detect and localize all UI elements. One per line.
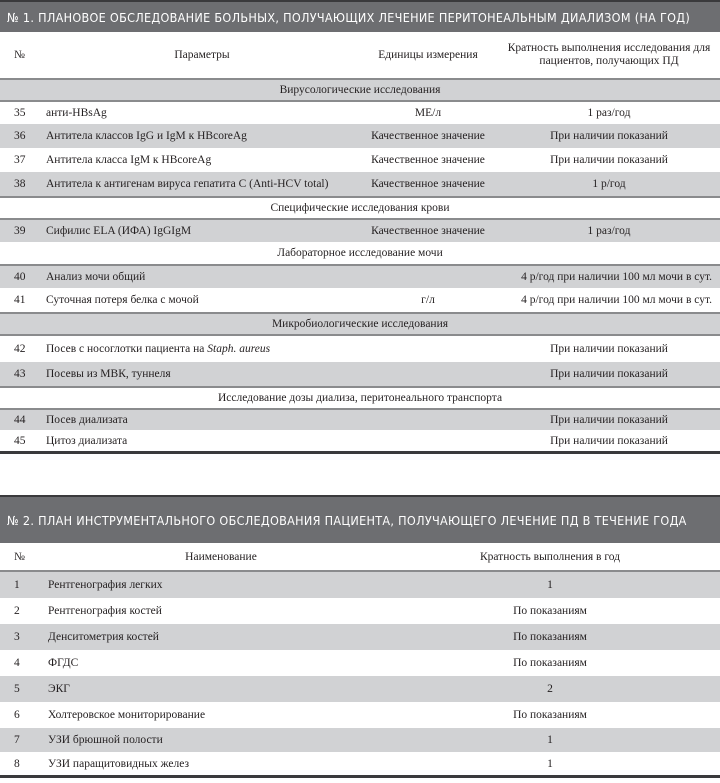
- row-name: ЭКГ: [48, 683, 70, 695]
- row-param: Суточная потеря белка с мочой: [46, 294, 199, 306]
- table-row: [0, 650, 720, 676]
- header-freq: Кратность выполнения в год: [479, 550, 621, 563]
- table-1-header-row: [0, 32, 720, 78]
- header-param: Параметры: [174, 49, 230, 61]
- row-unit: МЕ/л: [414, 107, 442, 119]
- table-2-header-row: [0, 543, 720, 572]
- table-row: [0, 752, 720, 778]
- row-num: 40: [14, 271, 26, 283]
- row-num: 1: [14, 579, 20, 591]
- header-num: №: [14, 49, 25, 61]
- row-param: Посевы из МВК, туннеля: [46, 368, 171, 380]
- row-name: УЗИ паращитовидных желез: [48, 757, 190, 770]
- row-unit: Качественное значение: [371, 130, 485, 142]
- row-num: 2: [14, 605, 20, 617]
- row-name: Рентгенография костей: [48, 605, 162, 617]
- table-row: [0, 148, 720, 172]
- table-row: [0, 430, 720, 454]
- row-freq: 2: [547, 683, 553, 695]
- row-freq: По показаниям: [513, 709, 587, 721]
- section-header: [0, 78, 720, 100]
- row-freq: По показаниям: [513, 657, 587, 669]
- table-row: [0, 676, 720, 702]
- table-2-title: № 2. ПЛАН ИНСТРУМЕНТАЛЬНОГО ОБСЛЕДОВАНИЯ ПАЦИЕНТА, ПОЛУЧАЮЩЕГО ЛЕЧЕНИЕ ПД В ТЕЧЕНИЕ ГОДА: [0, 495, 720, 543]
- row-num: 4: [14, 657, 20, 669]
- row-freq: При наличии показаний: [550, 343, 668, 355]
- row-freq: 4 р/год при наличии 100 мл мочи в сут.: [521, 271, 712, 283]
- row-freq: По показаниям: [513, 631, 587, 643]
- row-num: 41: [14, 294, 26, 306]
- row-freq: 1: [547, 757, 553, 770]
- row-num: 37: [14, 154, 26, 166]
- italic-organism: Staph. aureus: [207, 343, 271, 355]
- row-freq: При наличии показаний: [550, 368, 668, 380]
- row-freq: При наличии показаний: [550, 154, 668, 166]
- row-num: 36: [14, 130, 26, 142]
- row-freq: По показаниям: [513, 605, 587, 617]
- table-row: [0, 264, 720, 288]
- section-label: Исследование дозы диализа, перитонеального транспорта: [217, 392, 503, 404]
- row-param: анти-HBsAg: [46, 107, 107, 119]
- row-num: 42: [14, 343, 26, 355]
- row-name: Холтеровское мониторирование: [48, 709, 206, 721]
- table-row: [0, 334, 720, 362]
- row-param: Сифилис ELA (ИФА) IgGIgM: [46, 225, 192, 237]
- row-freq: 1 раз/год: [587, 225, 631, 237]
- row-unit: г/л: [421, 294, 435, 306]
- row-param: Антитела класса IgM к HBcoreAg: [46, 154, 212, 166]
- table-row: [0, 598, 720, 624]
- row-num: 3: [14, 631, 20, 643]
- row-param: Посев с носоглотки пациента на Staph. aureus: [46, 343, 271, 355]
- section-label: Лабораторное исследование мочи: [277, 247, 443, 259]
- row-freq: 1 раз/год: [587, 107, 631, 119]
- table-row: [0, 100, 720, 124]
- row-name: ФГДС: [48, 657, 79, 669]
- row-num: 43: [14, 368, 26, 380]
- table-row: [0, 702, 720, 728]
- row-num: 39: [14, 225, 26, 237]
- section-label: Специфические исследования крови: [270, 202, 450, 214]
- row-freq: 4 р/год при наличии 100 мл мочи в сут.: [521, 294, 712, 306]
- table-row: [0, 218, 720, 242]
- table-2: [0, 495, 720, 778]
- table-1-title: № 1. ПЛАНОВОЕ ОБСЛЕДОВАНИЕ БОЛЬНЫХ, ПОЛУЧАЮЩИХ ЛЕЧЕНИЕ ПЕРИТОНЕАЛЬНЫМ ДИАЛИЗОМ (НА ГОД): [0, 0, 720, 32]
- row-num: 38: [14, 178, 26, 190]
- row-name: Рентгенография легких: [48, 579, 163, 591]
- row-param: Антитела к антигенам вируса гепатита C (Anti-HCV total): [46, 178, 329, 190]
- header-num: №: [14, 550, 25, 563]
- section-label: Микробиологические исследования: [271, 318, 449, 330]
- row-name: Денситометрия костей: [48, 631, 159, 643]
- row-freq: При наличии показаний: [550, 434, 668, 447]
- table-row: [0, 362, 720, 386]
- table-row: [0, 624, 720, 650]
- row-num: 45: [14, 434, 26, 447]
- row-freq: При наличии показаний: [550, 414, 668, 426]
- row-num: 35: [14, 107, 26, 119]
- row-param: Антитела классов IgG и IgM к HBcoreAg: [46, 130, 247, 142]
- section-header: [0, 312, 720, 334]
- row-param: Посев диализата: [46, 414, 128, 426]
- header-freq: Кратность выполнения исследования для пациентов, получающих ПД: [507, 42, 711, 67]
- row-freq: 1 р/год: [592, 178, 626, 190]
- table-row: [0, 572, 720, 598]
- row-num: 6: [14, 709, 20, 721]
- section-header: [0, 386, 720, 408]
- section-label: Вирусологические исследования: [279, 84, 441, 96]
- row-unit: Качественное значение: [371, 178, 485, 190]
- table-row: [0, 124, 720, 148]
- section-header: [0, 242, 720, 264]
- table-row: [0, 172, 720, 196]
- row-freq: 1: [547, 734, 553, 746]
- row-freq: При наличии показаний: [550, 130, 668, 142]
- row-unit: Качественное значение: [371, 154, 485, 166]
- table-row: [0, 408, 720, 430]
- header-unit: Единицы измерения: [378, 49, 478, 61]
- header-name: Наименование: [185, 550, 257, 563]
- row-num: 7: [14, 734, 20, 746]
- row-num: 5: [14, 683, 20, 695]
- row-param: Анализ мочи общий: [46, 271, 146, 283]
- section-header: [0, 196, 720, 218]
- row-num: 44: [14, 414, 26, 426]
- row-num: 8: [14, 757, 20, 770]
- row-name: УЗИ брюшной полости: [48, 734, 163, 746]
- table-row: [0, 728, 720, 752]
- table-row: [0, 288, 720, 312]
- row-freq: 1: [547, 579, 553, 591]
- row-param: Цитоз диализата: [46, 434, 128, 447]
- row-unit: Качественное значение: [371, 225, 485, 237]
